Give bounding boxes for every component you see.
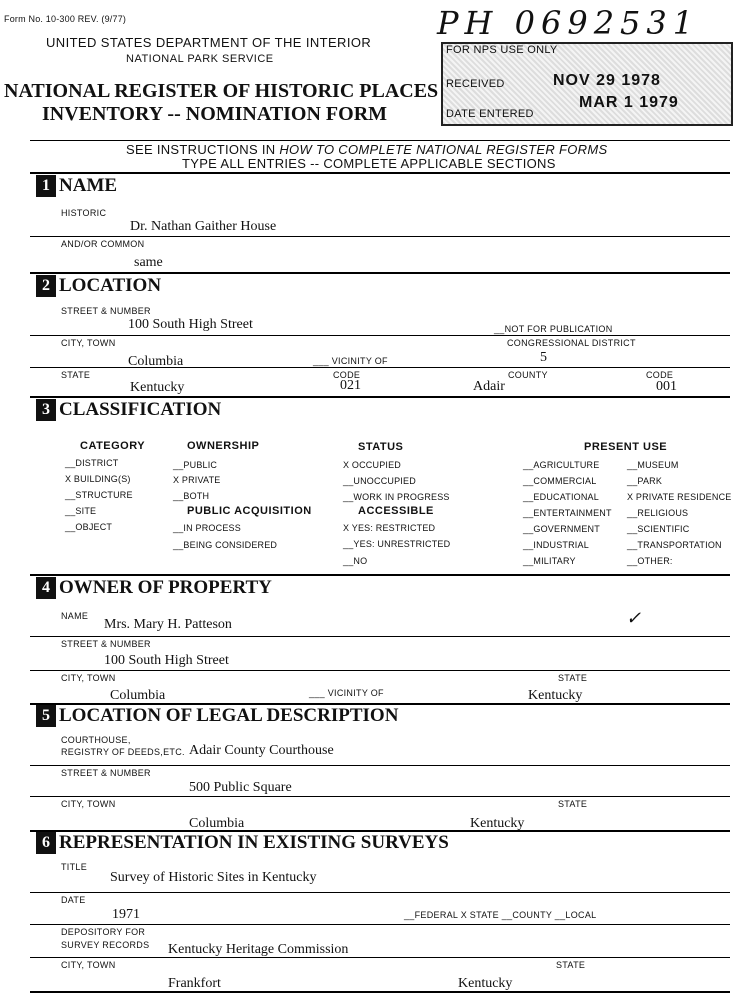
- section-3-heading: [36, 399, 221, 421]
- nps-use-box: [441, 42, 733, 126]
- date-entered-stamp: MAR 1 1979: [579, 94, 679, 111]
- common-label: AND/OR COMMON: [61, 239, 145, 249]
- field-rule: [30, 765, 730, 766]
- code-label: CODE: [333, 370, 361, 380]
- use-other: __OTHER:: [627, 556, 673, 566]
- courthouse-value: Adair County Courthouse: [189, 743, 334, 758]
- field-rule: [30, 670, 730, 671]
- legal-street: 500 Public Square: [189, 780, 292, 795]
- historic-label: HISTORIC: [61, 208, 107, 218]
- code2-value: 001: [656, 379, 677, 394]
- owner-street: 100 South High Street: [104, 653, 229, 668]
- legal-street-label: STREET & NUMBER: [61, 768, 151, 778]
- header-rule: [30, 140, 730, 141]
- street-label: STREET & NUMBER: [61, 306, 151, 316]
- access-unrestricted: __YES: UNRESTRICTED: [343, 539, 451, 549]
- survey-state: Kentucky: [458, 976, 513, 991]
- survey-records-label: SURVEY RECORDS: [61, 940, 150, 950]
- survey-title: Survey of Historic Sites in Kentucky: [110, 870, 317, 885]
- accessible-heading: ACCESSIBLE: [358, 505, 434, 517]
- status-occupied: X OCCUPIED: [343, 460, 402, 470]
- field-rule: [30, 636, 730, 637]
- field-rule: [30, 796, 730, 797]
- survey-city: Frankfort: [168, 976, 221, 991]
- section-rule: [30, 574, 730, 576]
- use-industrial: __INDUSTRIAL: [523, 540, 589, 550]
- survey-date: 1971: [112, 907, 140, 922]
- use-military: __MILITARY: [523, 556, 576, 566]
- historic-name: Dr. Nathan Gaither House: [130, 219, 277, 234]
- owner-city: Columbia: [110, 688, 166, 703]
- legal-state: Kentucky: [470, 816, 525, 831]
- county-label: COUNTY: [508, 370, 548, 380]
- registry-label: REGISTRY OF DEEDS,ETC.: [61, 747, 185, 757]
- section-number: 3: [36, 399, 56, 421]
- state-label: STATE: [61, 370, 91, 380]
- field-rule: [30, 335, 730, 336]
- field-rule: [30, 236, 730, 237]
- instructions-text: SEE INSTRUCTIONS IN: [126, 142, 280, 157]
- county-value: Adair: [473, 379, 505, 394]
- access-restricted: X YES: RESTRICTED: [343, 523, 436, 533]
- legal-state-label: STATE: [558, 799, 588, 809]
- survey-date-label: DATE: [61, 895, 86, 905]
- section-1-heading: [36, 175, 117, 197]
- city-value: Columbia: [128, 354, 184, 369]
- street-value: 100 South High Street: [128, 317, 253, 332]
- survey-levels: __FEDERAL X STATE __COUNTY __LOCAL: [404, 910, 597, 920]
- instructions-line2: TYPE ALL ENTRIES -- COMPLETE APPLICABLE SECTIONS: [182, 156, 556, 171]
- section-title: REPRESENTATION IN EXISTING SURVEYS: [59, 832, 449, 853]
- ownership-private: X PRIVATE: [173, 475, 221, 485]
- form-title-line2: INVENTORY -- NOMINATION FORM: [42, 103, 388, 125]
- section-number: 4: [36, 577, 56, 599]
- city-label: CITY, TOWN: [61, 338, 116, 348]
- owner-name: Mrs. Mary H. Patteson: [104, 617, 232, 632]
- use-religious: __RELIGIOUS: [627, 508, 689, 518]
- ownership-heading: OWNERSHIP: [187, 440, 260, 452]
- owner-state: Kentucky: [528, 688, 583, 703]
- ownership-both: __BOTH: [173, 491, 210, 501]
- owner-city-label: CITY, TOWN: [61, 673, 116, 683]
- field-rule: [30, 367, 730, 368]
- section-rule: [30, 272, 730, 274]
- owner-name-label: NAME: [61, 611, 89, 621]
- section-2-heading: [36, 275, 161, 297]
- form-title-line1: NATIONAL REGISTER OF HISTORIC PLACES: [4, 80, 439, 102]
- instructions-line1: [126, 142, 607, 157]
- section-title: OWNER OF PROPERTY: [59, 577, 272, 598]
- handwritten-reference: PH 0692531: [437, 4, 700, 42]
- common-name: same: [134, 255, 163, 270]
- section-number: 6: [36, 832, 56, 854]
- section-4-heading: [36, 577, 272, 599]
- owner-vicinity-label: ___ VICINITY OF: [309, 688, 384, 698]
- use-museum: __MUSEUM: [627, 460, 679, 470]
- section-number: 1: [36, 175, 56, 197]
- category-district: __DISTRICT: [65, 458, 119, 468]
- field-rule: [30, 892, 730, 893]
- section-title: LOCATION: [59, 275, 162, 296]
- congressional-label: CONGRESSIONAL DISTRICT: [507, 338, 636, 348]
- received-stamp: NOV 29 1978: [553, 72, 661, 89]
- congressional-value: 5: [540, 350, 547, 365]
- section-number: 2: [36, 275, 56, 297]
- category-object: __OBJECT: [65, 522, 113, 532]
- depository-label: DEPOSITORY FOR: [61, 927, 146, 937]
- acquisition-heading: PUBLIC ACQUISITION: [187, 505, 312, 517]
- status-work-in-progress: __WORK IN PROGRESS: [343, 492, 450, 502]
- section-rule: [30, 172, 730, 174]
- section-5-heading: [36, 705, 398, 727]
- section-title: NAME: [59, 175, 118, 196]
- field-rule: [30, 957, 730, 958]
- use-transportation: __TRANSPORTATION: [627, 540, 722, 550]
- owner-street-label: STREET & NUMBER: [61, 639, 151, 649]
- vicinity-label: ___ VICINITY OF: [313, 356, 388, 366]
- ownership-public: __PUBLIC: [173, 460, 218, 470]
- present-use-heading: PRESENT USE: [584, 441, 668, 453]
- acquisition-being-considered: __BEING CONSIDERED: [173, 540, 278, 550]
- received-label: RECEIVED: [446, 78, 505, 90]
- form-number: Form No. 10-300 REV. (9/77): [4, 14, 127, 24]
- category-heading: CATEGORY: [80, 440, 146, 452]
- category-structure: __STRUCTURE: [65, 490, 133, 500]
- status-heading: STATUS: [358, 441, 404, 453]
- instructions-title: HOW TO COMPLETE NATIONAL REGISTER FORMS: [279, 142, 608, 157]
- use-agriculture: __AGRICULTURE: [523, 460, 600, 470]
- section-title: LOCATION OF LEGAL DESCRIPTION: [59, 705, 399, 726]
- nps-use-label: FOR NPS USE ONLY: [446, 44, 558, 56]
- use-private-residence: X PRIVATE RESIDENCE: [627, 492, 732, 502]
- access-no: __NO: [343, 556, 368, 566]
- state-value: Kentucky: [130, 380, 185, 395]
- use-educational: __EDUCATIONAL: [523, 492, 599, 502]
- section-title: CLASSIFICATION: [59, 399, 222, 420]
- section-rule: [30, 396, 730, 398]
- department: UNITED STATES DEPARTMENT OF THE INTERIOR: [46, 35, 372, 50]
- not-for-publication: __NOT FOR PUBLICATION: [494, 324, 613, 334]
- use-commercial: __COMMERCIAL: [523, 476, 597, 486]
- code-value: 021: [340, 378, 361, 393]
- survey-city-label: CITY, TOWN: [61, 960, 116, 970]
- legal-city: Columbia: [189, 816, 245, 831]
- courthouse-label: COURTHOUSE,: [61, 735, 131, 745]
- date-entered-label: DATE ENTERED: [446, 108, 534, 120]
- depository-value: Kentucky Heritage Commission: [168, 942, 349, 957]
- service: NATIONAL PARK SERVICE: [126, 53, 274, 65]
- legal-city-label: CITY, TOWN: [61, 799, 116, 809]
- category-site: __SITE: [65, 506, 97, 516]
- use-scientific: __SCIENTIFIC: [627, 524, 690, 534]
- field-rule: [30, 924, 730, 925]
- category-buildings: X BUILDING(S): [65, 474, 131, 484]
- section-number: 5: [36, 705, 56, 727]
- use-entertainment: __ENTERTAINMENT: [523, 508, 612, 518]
- status-unoccupied: __UNOCCUPIED: [343, 476, 416, 486]
- owner-state-label: STATE: [558, 673, 588, 683]
- use-park: __PARK: [627, 476, 663, 486]
- code2-label: CODE: [646, 370, 674, 380]
- check-mark-icon: ✓: [626, 608, 642, 628]
- acquisition-in-process: __IN PROCESS: [173, 523, 241, 533]
- section-6-heading: [36, 832, 449, 854]
- section-rule: [30, 991, 730, 993]
- use-government: __GOVERNMENT: [523, 524, 600, 534]
- survey-title-label: TITLE: [61, 862, 88, 872]
- survey-state-label: STATE: [556, 960, 586, 970]
